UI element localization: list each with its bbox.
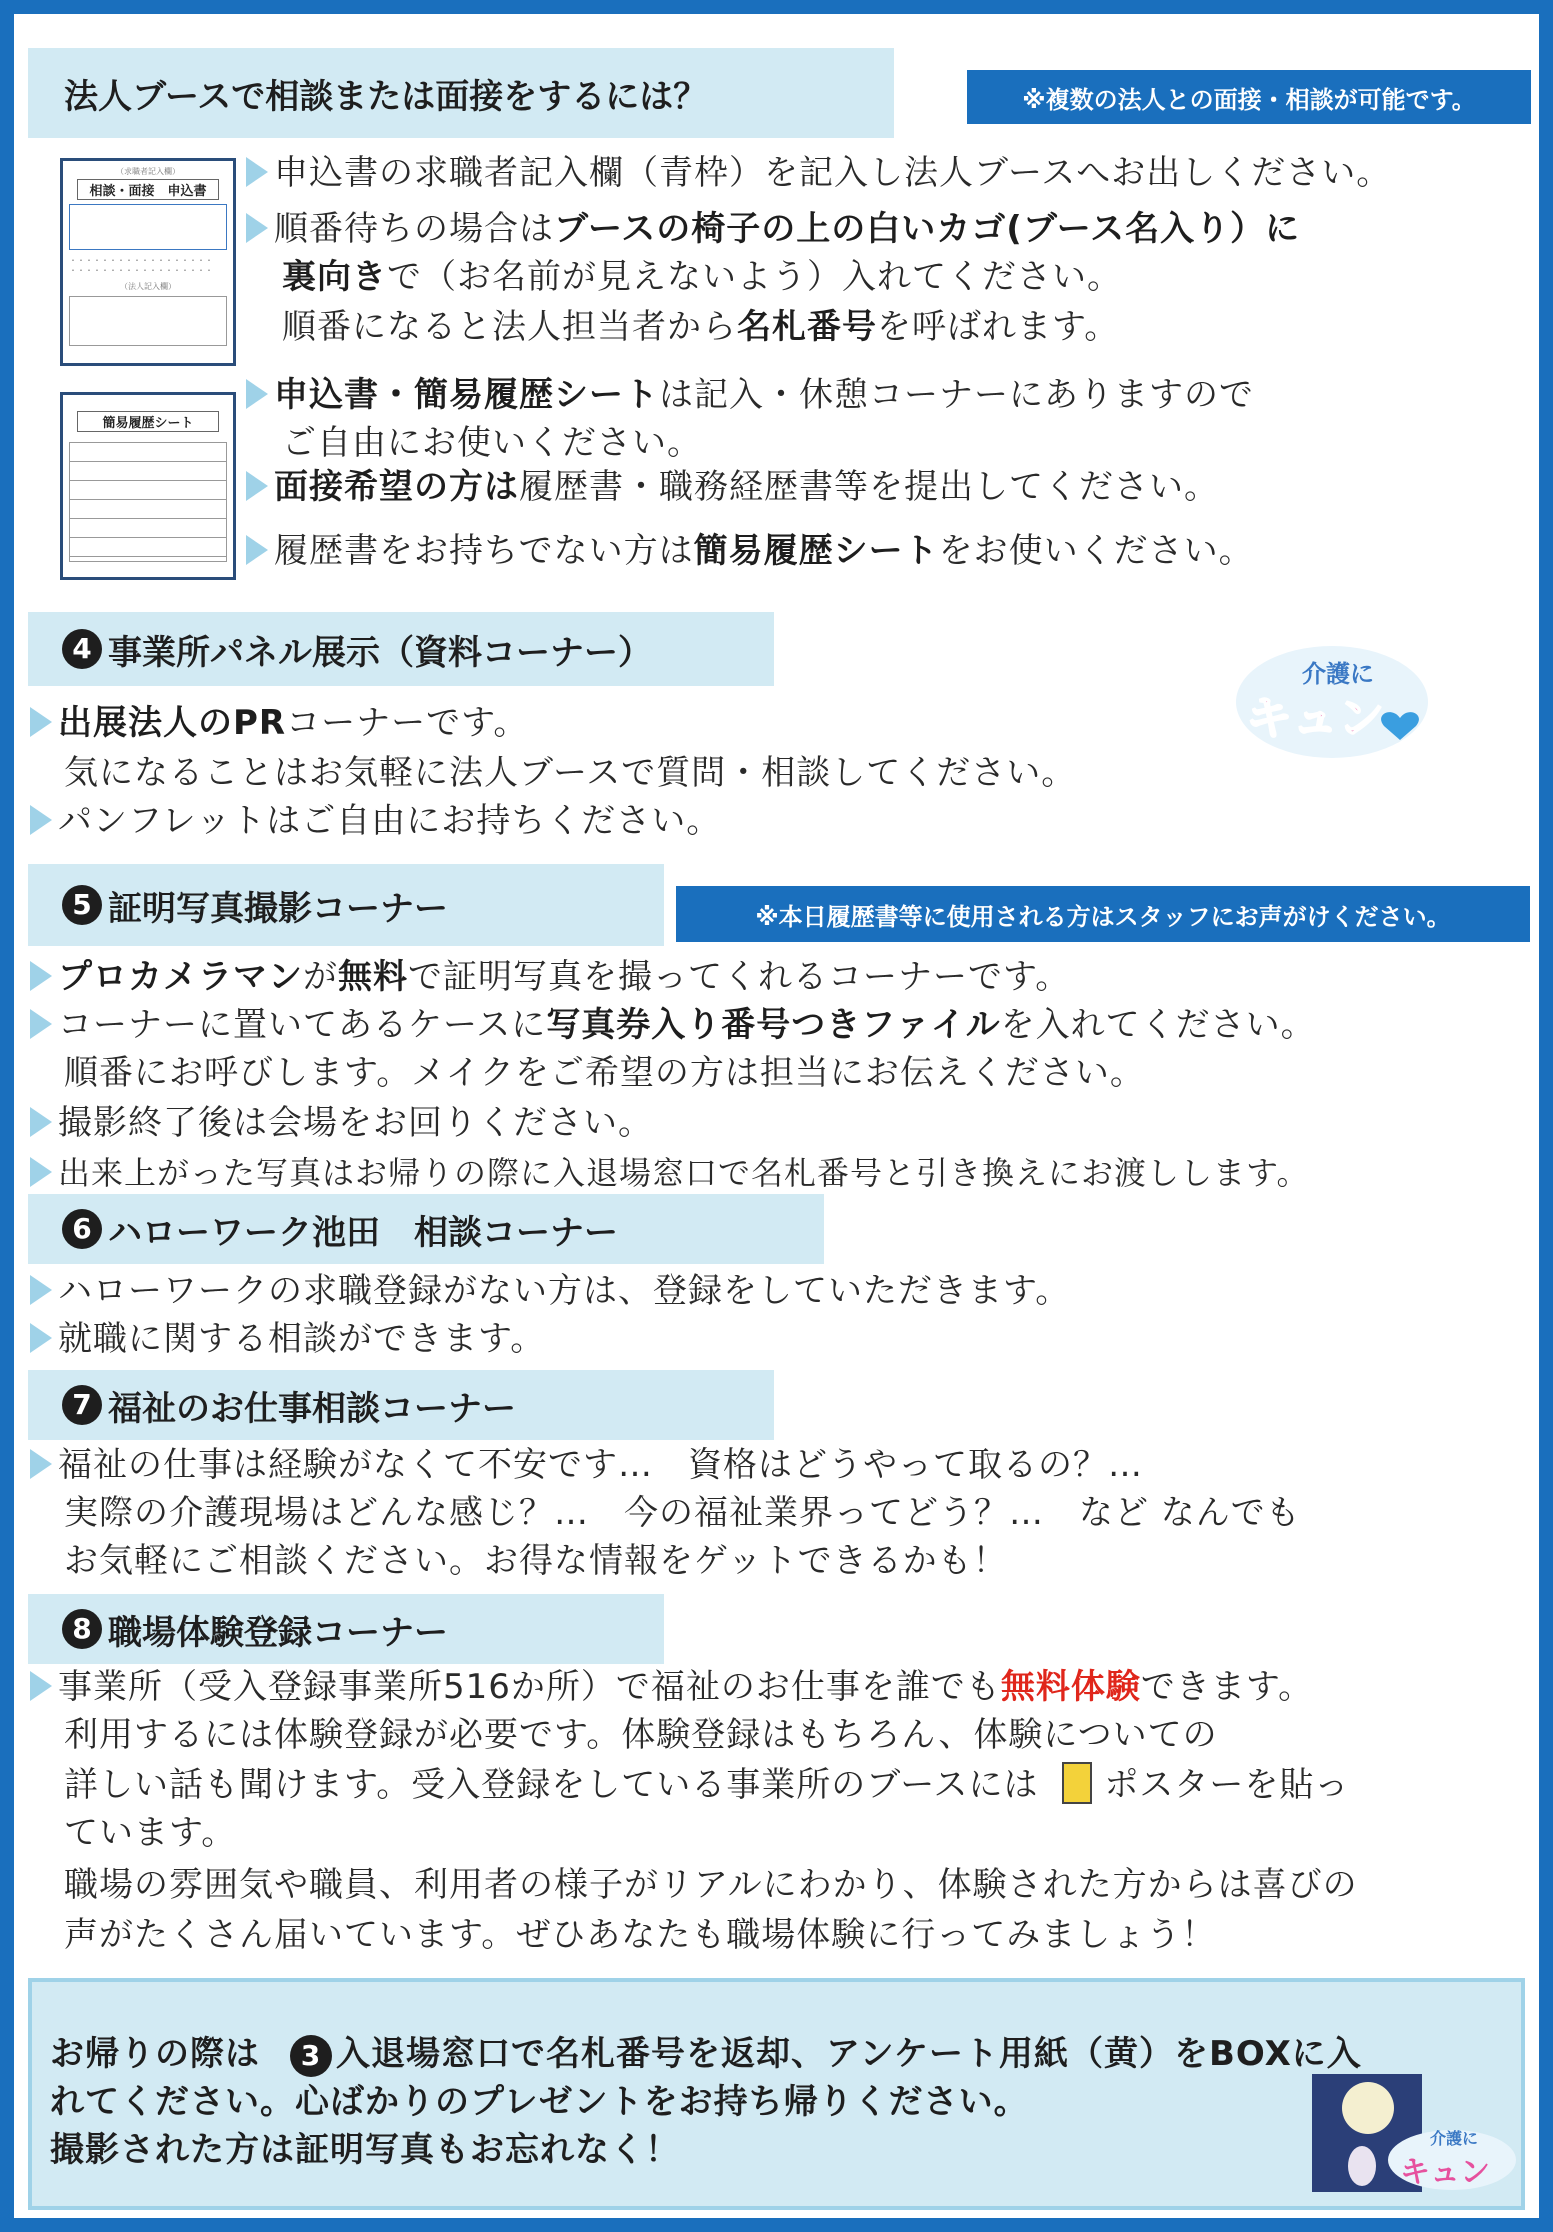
booth-line-1: 申込書の求職者記入欄（青枠）を記入し法人ブースへお出しください。 [246,150,1391,196]
booth-note: ※複数の法人との面接・相談が可能です。 [967,70,1531,124]
footer-logo-main-text: キュン [1400,2155,1490,2190]
section-6-heading [28,1194,824,1264]
bullet-icon [30,1157,52,1187]
booth-heading [28,48,894,138]
bullet-icon [30,1449,52,1479]
section-5-title: 証明写真撮影コーナー [108,888,448,929]
s5-line-2: コーナーに置いてあるケースに写真券入り番号つきファイルを入れてください。 [30,1002,1316,1048]
booth-line-4: 順番になると法人担当者から名札番号を呼ばれます。 [282,307,1120,347]
section-5-number: 5 [62,885,102,925]
s4-line-2: 気になることはお気軽に法人ブースで質問・相談してください。 [64,753,1077,793]
bullet-icon [30,1323,52,1353]
moon-rabbit-logo [1312,2074,1520,2192]
booth-line-6: ご自由にお使いください。 [282,423,702,463]
kaigo-kyun-logo [1232,640,1432,760]
s8-line-2: 利用するには体験登録が必要です。体験登録はもちろん、体験についての [64,1715,1218,1755]
s8-line-5: 職場の雰囲気や職員、利用者の様子がリアルにわかり、体験された方からは喜びの [64,1865,1358,1905]
s5-line-1: プロカメラマンが無料で証明写真を撮ってくれるコーナーです。 [30,954,1070,1000]
section-8-heading [28,1594,664,1664]
thumb1-label2: （法人記入欄） [120,282,176,291]
section-4-number: 4 [62,629,102,669]
footer-line-1: お帰りの際は 3 入退場窓口で名札番号を返却、アンケート用紙（黄）をBOXに入 [50,2030,1362,2078]
section-6-number: 6 [62,1209,102,1249]
section-8-number: 8 [62,1609,102,1649]
s4-line-3: パンフレットはご自由にお持ちください。 [30,798,721,844]
s7-line-3: お気軽にご相談ください。お得な情報をゲットできるかも！ [64,1541,1008,1581]
section-4-title: 事業所パネル展示（資料コーナー） [108,632,652,673]
footer-number: 3 [290,2035,332,2077]
s8-line-3: 詳しい話も聞けます。受入登録をしている事業所のブースには ポスターを貼っ [64,1762,1349,1808]
booth-line-2: 順番待ちの場合はブースの椅子の上の白いカゴ(ブース名入り）に [246,206,1300,252]
section-5-heading [28,864,664,946]
s6-line-1: ハローワークの求職登録がない方は、登録をしていただきます。 [30,1268,1070,1314]
bullet-icon [30,1107,52,1137]
booth-line-3: 裏向きで（お名前が見えないよう）入れてください。 [282,257,1122,297]
booth-line-8: 履歴書をお持ちでない方は簡易履歴シートをお使いください。 [246,528,1254,574]
thumb2-title: 簡易履歴シート [77,411,219,432]
booth-line-7: 面接希望の方は履歴書・職務経歴書等を提出してください。 [246,464,1219,510]
bullet-icon [246,535,268,565]
section-8-title: 職場体験登録コーナー [108,1612,448,1653]
thumb1-label1: （求職者記入欄） [116,167,180,176]
bullet-icon [246,213,268,243]
bullet-icon [246,157,268,187]
thumb1-title: 相談・面接 申込書 [77,179,219,200]
bullet-icon [30,961,52,991]
s6-line-2: 就職に関する相談ができます。 [30,1316,545,1362]
s8-line-1: 事業所（受入登録事業所516か所）で福祉のお仕事を誰でも無料体験できます。 [30,1664,1313,1710]
logo-top-text: 介護に [1302,660,1374,688]
poster-icon [1062,1762,1092,1804]
footer-logo-top-text: 介護に [1430,2129,1479,2148]
s5-line-5: 出来上がった写真はお帰りの際に入退場窓口で名札番号と引き換えにお渡しします。 [30,1150,1309,1196]
logo-main-text: キュン [1246,691,1384,745]
bullet-icon [30,1009,52,1039]
section-7-heading [28,1370,774,1440]
bullet-icon [30,1275,52,1305]
bullet-icon [246,471,268,501]
booth-line-5: 申込書・簡易履歴シートは記入・休憩コーナーにありますので [246,372,1254,418]
footer-line-2: れてください。心ばかりのプレゼントをお持ち帰りください。 [50,2082,1029,2122]
s8-line-4: ています。 [64,1813,237,1853]
section-4-heading [28,612,774,686]
bullet-icon [30,1671,52,1701]
bullet-icon [30,805,52,835]
s8-line-6: 声がたくさん届いています。ぜひあなたも職場体験に行ってみましょう！ [64,1915,1217,1955]
s7-line-2: 実際の介護現場はどんな感じ？… 今の福祉業界ってどう？… など なんでも [64,1493,1301,1533]
section-5-note: ※本日履歴書等に使用される方はスタッフにお声がけください。 [676,886,1530,942]
s5-line-3: 順番にお呼びします。メイクをご希望の方は担当にお伝えください。 [64,1053,1145,1093]
resume-sheet-thumbnail [60,392,236,580]
section-7-number: 7 [62,1385,102,1425]
bullet-icon [246,379,268,409]
s5-line-4: 撮影終了後は会場をお回りください。 [30,1100,653,1146]
s7-line-1: 福祉の仕事は経験がなくて不安です… 資格はどうやって取るの？… [30,1442,1143,1488]
booth-heading-text: 法人ブースで相談または面接をするには？ [64,76,708,117]
footer-line-3: 撮影された方は証明写真もお忘れなく！ [50,2130,680,2170]
section-6-title: ハローワーク池田 相談コーナー [108,1212,618,1253]
s4-line-1: 出展法人のPRコーナーです。 [30,700,528,746]
application-form-thumbnail: （求職者記入欄） 相談・面接 申込書 ・・・・・・・・・・・・・・・・・・ ・・・・・・・・・・・・・・・・・・ （法人記入欄） [60,158,236,366]
section-7-title: 福祉のお仕事相談コーナー [108,1388,516,1429]
bullet-icon [30,707,52,737]
